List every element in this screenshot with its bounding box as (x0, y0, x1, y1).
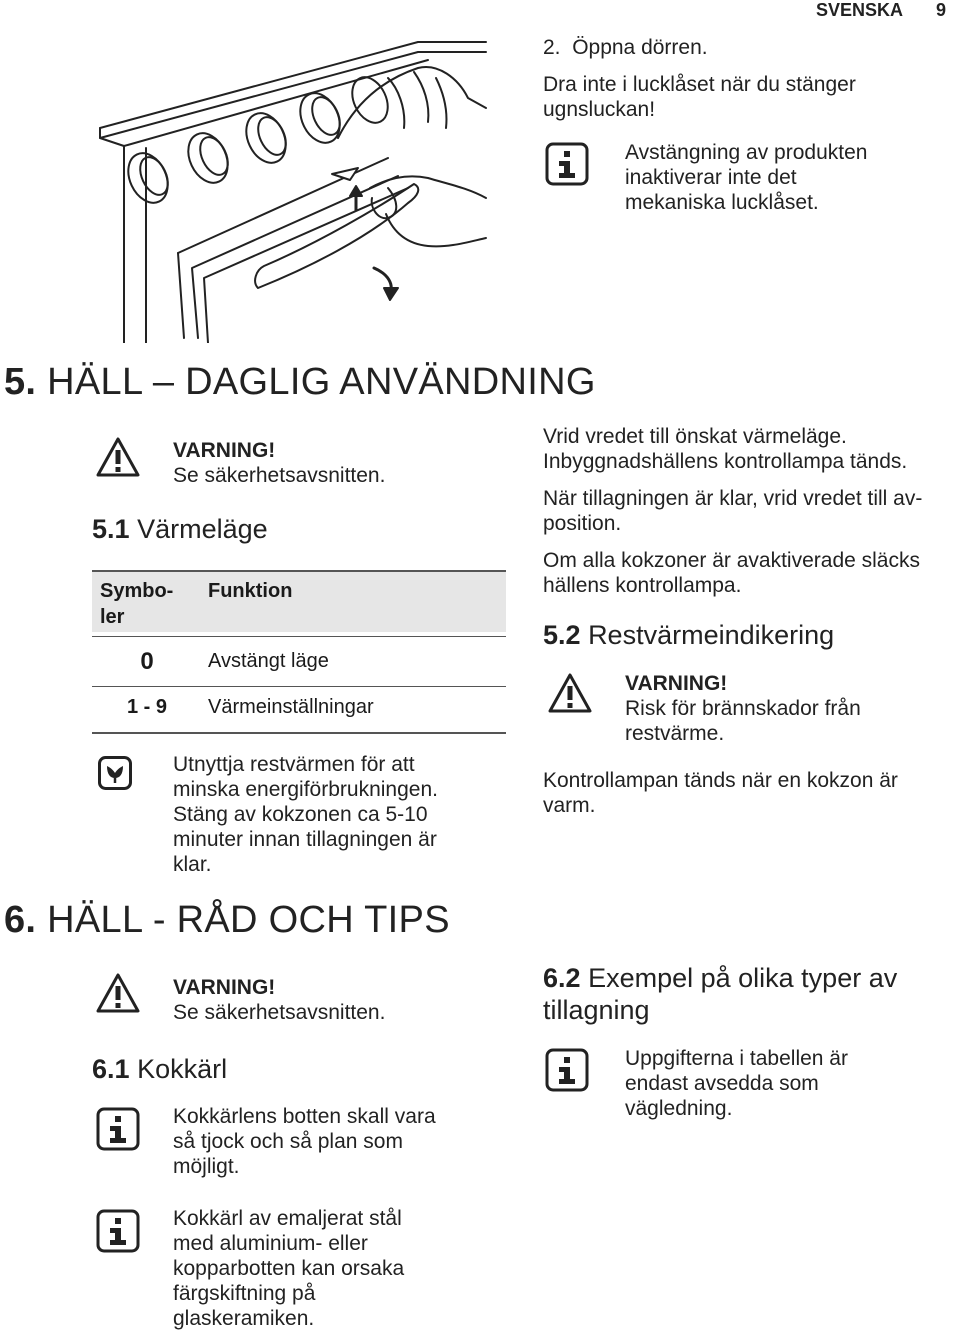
text-line: kopparbotten kan orsaka (173, 1257, 405, 1280)
warning-title: VARNING! (625, 672, 728, 695)
oven-door-illustration (88, 38, 488, 343)
subsection-6-2-heading (543, 962, 897, 1026)
subsection-6-1-heading (92, 1053, 227, 1085)
section-title: HÄLL - RÅD OCH TIPS (47, 899, 450, 941)
table-row (92, 648, 506, 678)
table-rule (92, 636, 506, 637)
eco-tip (173, 752, 438, 877)
paragraph-turn-off (543, 486, 922, 536)
section-title: HÄLL – DAGLIG ANVÄNDNING (47, 361, 596, 403)
text-line: Inbyggnadshällens kontrollampa tänds. (543, 450, 908, 473)
info-note-enamel-steel (173, 1206, 404, 1331)
section-5-warning (173, 438, 385, 488)
section-5-2-warning (625, 671, 861, 746)
info-note-cookware-base (173, 1104, 436, 1179)
table-bottom-rule (92, 732, 506, 734)
paragraph-turn-knob (543, 424, 907, 474)
warning-text: Se säkerhetsavsnitten. (173, 464, 386, 487)
info-icon (545, 1048, 589, 1092)
subsection-title: Restvärmeindikering (588, 620, 835, 650)
table-rule (92, 686, 506, 687)
section-number: 6. (4, 899, 37, 941)
text-line: med aluminium- eller (173, 1232, 368, 1255)
table-cell-symbol: 1 - 9 (126, 696, 168, 718)
subsection-number: 5.2 (543, 620, 581, 650)
text-line: restvärme. (625, 722, 725, 745)
text-line: ler (100, 606, 125, 628)
info-note-table-guidance (625, 1046, 848, 1121)
text-line: minuter innan tillagningen är (173, 828, 437, 851)
text-line: så tjock och så plan som (173, 1130, 403, 1153)
text-line: minska energiförbrukningen. (173, 778, 438, 801)
text-line: Kokkärl av emaljerat stål (173, 1207, 402, 1230)
text-line: Kontrollampan tänds när en kokzon är (543, 769, 898, 792)
leaf-icon (98, 756, 132, 790)
text-line: glaskeramiken. (173, 1307, 315, 1330)
text-line: möjligt. (173, 1155, 240, 1178)
text-line: endast avsedda som (625, 1072, 819, 1095)
step-2 (543, 35, 708, 60)
text-line: Om alla kokzoner är avaktiverade släcks (543, 549, 920, 572)
step-label: Öppna dörren. (572, 36, 708, 59)
section-number: 5. (4, 361, 37, 403)
paragraph-residual-heat (543, 768, 898, 818)
section-6-warning (173, 975, 385, 1025)
text-line: position. (543, 512, 622, 535)
warning-text: Se säkerhetsavsnitten. (173, 1001, 386, 1024)
text-line: inaktiverar inte det (625, 166, 797, 189)
subsection-number: 6.1 (92, 1054, 130, 1084)
subsection-title: Värmeläge (137, 514, 268, 544)
text-line: mekaniska lucklåset. (625, 191, 819, 214)
warning-title: VARNING! (173, 439, 276, 462)
text-line: klar. (173, 853, 212, 876)
text-line: Risk för brännskador från (625, 697, 861, 720)
subsection-title-cont: tillagning (543, 995, 650, 1025)
info-icon (545, 142, 589, 186)
header-language: SVENSKA (816, 0, 904, 20)
text-line: Stäng av kokzonen ca 5-10 (173, 803, 428, 826)
warning-icon (547, 672, 593, 714)
subsection-number: 6.2 (543, 963, 581, 993)
section-6-heading (4, 898, 450, 942)
step-number: 2. (543, 36, 561, 59)
text-line: vägledning. (625, 1097, 733, 1120)
text-line: färgskiftning på (173, 1282, 316, 1305)
subsection-number: 5.1 (92, 514, 130, 544)
text-line: varm. (543, 794, 596, 817)
subsection-5-2-heading (543, 619, 834, 651)
warning-icon (95, 972, 141, 1014)
info-note-lock (625, 140, 867, 215)
table-row (92, 696, 506, 726)
table-cell-function: Värmeinställningar (208, 696, 374, 718)
door-lock-warning (543, 72, 856, 122)
subsection-5-1-heading (92, 513, 268, 545)
page-number: 9 (936, 0, 947, 20)
warning-icon (95, 436, 141, 478)
table-cell-function: Avstängt läge (208, 650, 329, 672)
text-line: Dra inte i lucklåset när du stänger (543, 73, 856, 96)
text-line: hällens kontrollampa. (543, 574, 742, 597)
warning-title: VARNING! (173, 976, 276, 999)
subsection-title: Kokkärl (137, 1054, 228, 1084)
text-line: Avstängning av produkten (625, 141, 868, 164)
col-header-function: Funktion (208, 580, 293, 602)
text-line: När tillagningen är klar, vrid vredet till av- (543, 487, 923, 510)
text-line: ugnsluckan! (543, 98, 656, 121)
table-cell-symbol: 0 (140, 648, 154, 675)
section-5-heading (4, 360, 596, 404)
info-icon (96, 1209, 140, 1253)
subsection-title: Exempel på olika typer av (588, 963, 898, 993)
text-line: Utnyttja restvärmen för att (173, 753, 415, 776)
table-header (92, 572, 506, 632)
text-line: Kokkärlens botten skall vara (173, 1105, 436, 1128)
col-header-symbols (100, 578, 173, 630)
text-line: Symbo- (100, 580, 174, 602)
info-icon (96, 1107, 140, 1151)
paragraph-indicator (543, 548, 920, 598)
text-line: Vrid vredet till önskat värmeläge. (543, 425, 847, 448)
text-line: Uppgifterna i tabellen är (625, 1047, 848, 1070)
